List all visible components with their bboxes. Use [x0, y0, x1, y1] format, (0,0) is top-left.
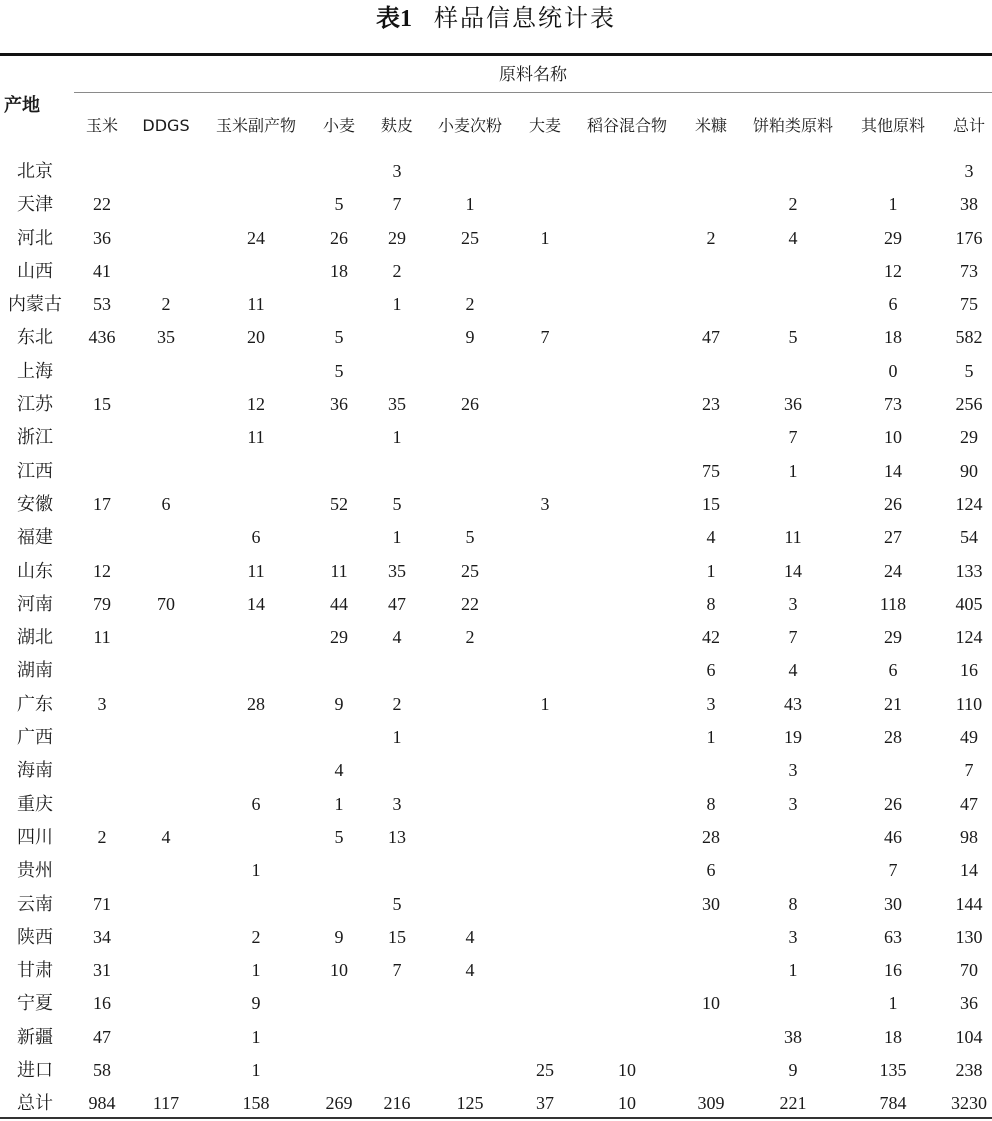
value-cell: 15 — [702, 493, 720, 514]
value-cell: 29 — [960, 427, 978, 448]
value-cell: 1 — [706, 727, 716, 748]
value-cell: 7 — [788, 427, 798, 448]
region-cell: 总计 — [17, 1093, 53, 1114]
column-headers — [0, 113, 992, 139]
value-cell: 1 — [251, 1060, 261, 1081]
value-cell: 31 — [93, 960, 111, 981]
value-cell: 1 — [251, 960, 261, 981]
column-header: 其他原料 — [860, 116, 926, 135]
value-cell: 221 — [779, 1093, 807, 1114]
region-cell: 陕西 — [17, 926, 53, 947]
value-cell: 10 — [618, 1093, 636, 1114]
value-cell: 3 — [392, 793, 402, 814]
value-cell: 58 — [93, 1060, 111, 1081]
value-cell: 3 — [706, 693, 716, 714]
value-cell: 130 — [955, 926, 983, 947]
value-cell: 42 — [702, 627, 720, 648]
region-cell: 重庆 — [17, 793, 53, 814]
value-cell: 1 — [251, 860, 261, 881]
value-cell: 2 — [465, 294, 475, 315]
value-cell: 117 — [152, 1093, 180, 1114]
column-header: 玉米副产物 — [215, 116, 297, 135]
value-cell: 29 — [388, 227, 406, 248]
value-cell: 70 — [157, 593, 175, 614]
value-cell: 38 — [784, 1026, 802, 1047]
value-cell: 4 — [465, 960, 475, 981]
value-cell: 24 — [247, 227, 265, 248]
table-row — [0, 555, 992, 588]
value-cell: 158 — [242, 1093, 270, 1114]
table-row — [0, 754, 992, 787]
value-cell: 6 — [251, 527, 261, 548]
value-cell: 22 — [461, 593, 479, 614]
value-cell: 7 — [788, 627, 798, 648]
value-cell: 15 — [93, 394, 111, 415]
value-cell: 2 — [788, 194, 798, 215]
region-cell: 广东 — [17, 693, 53, 714]
value-cell: 10 — [330, 960, 348, 981]
value-cell: 29 — [884, 227, 902, 248]
value-cell: 79 — [93, 593, 111, 614]
column-header: 小麦次粉 — [437, 116, 503, 135]
value-cell: 238 — [955, 1060, 983, 1081]
value-cell: 9 — [251, 993, 261, 1014]
region-cell: 河南 — [17, 593, 53, 614]
value-cell: 9 — [465, 327, 475, 348]
value-cell: 124 — [955, 627, 983, 648]
column-header: 稻谷混合物 — [586, 116, 668, 135]
value-cell: 1 — [888, 993, 898, 1014]
value-cell: 1 — [392, 427, 402, 448]
value-cell: 4 — [465, 926, 475, 947]
row-header-origin: 产地 — [4, 95, 40, 116]
value-cell: 90 — [960, 460, 978, 481]
column-header: 总计 — [952, 116, 986, 135]
value-cell: 1 — [334, 793, 344, 814]
value-cell: 5 — [788, 327, 798, 348]
value-cell: 3 — [788, 760, 798, 781]
value-cell: 25 — [461, 560, 479, 581]
value-cell: 29 — [884, 627, 902, 648]
value-cell: 3 — [788, 926, 798, 947]
value-cell: 30 — [702, 893, 720, 914]
value-cell: 38 — [960, 194, 978, 215]
value-cell: 2 — [392, 260, 402, 281]
region-cell: 内蒙古 — [8, 294, 62, 315]
value-cell: 110 — [955, 693, 983, 714]
value-cell: 36 — [960, 993, 978, 1014]
value-cell: 3230 — [951, 1093, 987, 1114]
table-row — [0, 1054, 992, 1087]
value-cell: 3 — [540, 493, 550, 514]
region-cell: 广西 — [17, 727, 53, 748]
value-cell: 1 — [540, 693, 550, 714]
value-cell: 7 — [392, 960, 402, 981]
table-row — [0, 488, 992, 521]
value-cell: 36 — [93, 227, 111, 248]
value-cell: 3 — [788, 593, 798, 614]
value-cell: 26 — [884, 793, 902, 814]
value-cell: 19 — [784, 727, 802, 748]
column-header: 饼粕类原料 — [752, 116, 834, 135]
value-cell: 28 — [247, 693, 265, 714]
value-cell: 4 — [334, 760, 344, 781]
value-cell: 1 — [392, 727, 402, 748]
value-cell: 47 — [702, 327, 720, 348]
value-cell: 135 — [879, 1060, 907, 1081]
value-cell: 12 — [884, 260, 902, 281]
value-cell: 12 — [247, 394, 265, 415]
value-cell: 5 — [465, 527, 475, 548]
value-cell: 7 — [888, 860, 898, 881]
value-cell: 6 — [888, 660, 898, 681]
region-cell: 贵州 — [17, 860, 53, 881]
value-cell: 13 — [388, 826, 406, 847]
value-cell: 28 — [884, 727, 902, 748]
value-cell: 144 — [955, 893, 983, 914]
value-cell: 71 — [93, 893, 111, 914]
table-row — [0, 888, 992, 921]
value-cell: 10 — [702, 993, 720, 1014]
region-cell: 宁夏 — [17, 993, 53, 1014]
value-cell: 6 — [251, 793, 261, 814]
table-row — [0, 288, 992, 321]
value-cell: 6 — [706, 660, 716, 681]
value-cell: 30 — [884, 893, 902, 914]
value-cell: 12 — [93, 560, 111, 581]
value-cell: 1 — [465, 194, 475, 215]
value-cell: 27 — [884, 527, 902, 548]
region-cell: 天津 — [17, 194, 53, 215]
value-cell: 14 — [784, 560, 802, 581]
value-cell: 0 — [888, 360, 898, 381]
value-cell: 6 — [161, 493, 171, 514]
value-cell: 14 — [247, 593, 265, 614]
value-cell: 17 — [93, 493, 111, 514]
value-cell: 784 — [879, 1093, 907, 1114]
table-row — [0, 588, 992, 621]
value-cell: 405 — [955, 593, 983, 614]
region-cell: 河北 — [17, 227, 53, 248]
region-cell: 新疆 — [17, 1026, 53, 1047]
table-row — [0, 987, 992, 1020]
value-cell: 5 — [334, 826, 344, 847]
column-header: 大麦 — [528, 116, 562, 135]
value-cell: 125 — [456, 1093, 484, 1114]
value-cell: 4 — [788, 227, 798, 248]
table-row — [0, 821, 992, 854]
value-cell: 34 — [93, 926, 111, 947]
value-cell: 11 — [93, 627, 111, 648]
region-cell: 进口 — [17, 1060, 53, 1081]
column-header: 米糠 — [694, 116, 728, 135]
value-cell: 15 — [388, 926, 406, 947]
region-cell: 甘肃 — [17, 960, 53, 981]
value-cell: 104 — [955, 1026, 983, 1047]
value-cell: 9 — [788, 1060, 798, 1081]
value-cell: 35 — [157, 327, 175, 348]
value-cell: 22 — [93, 194, 111, 215]
value-cell: 41 — [93, 260, 111, 281]
column-header: 麸皮 — [380, 116, 414, 135]
value-cell: 5 — [392, 493, 402, 514]
value-cell: 256 — [955, 394, 983, 415]
value-cell: 26 — [884, 493, 902, 514]
value-cell: 75 — [960, 294, 978, 315]
table-number: 表1 — [376, 6, 412, 32]
value-cell: 582 — [955, 327, 983, 348]
value-cell: 4 — [392, 627, 402, 648]
bottom-rule — [0, 1117, 992, 1119]
header-sub-rule — [74, 92, 992, 93]
value-cell: 1 — [788, 460, 798, 481]
value-cell: 11 — [247, 427, 265, 448]
table-title — [0, 2, 992, 36]
value-cell: 20 — [247, 327, 265, 348]
table-row — [0, 688, 992, 721]
table-row — [0, 1021, 992, 1054]
value-cell: 2 — [161, 294, 171, 315]
value-cell: 2 — [706, 227, 716, 248]
table-row — [0, 455, 992, 488]
value-cell: 5 — [334, 327, 344, 348]
value-cell: 18 — [884, 1026, 902, 1047]
value-cell: 8 — [706, 593, 716, 614]
region-cell: 江西 — [17, 460, 53, 481]
value-cell: 53 — [93, 294, 111, 315]
table-row — [0, 421, 992, 454]
value-cell: 70 — [960, 960, 978, 981]
value-cell: 44 — [330, 593, 348, 614]
value-cell: 46 — [884, 826, 902, 847]
value-cell: 47 — [388, 593, 406, 614]
value-cell: 2 — [465, 627, 475, 648]
value-cell: 1 — [540, 227, 550, 248]
total-row — [0, 1087, 992, 1120]
value-cell: 2 — [97, 826, 107, 847]
region-cell: 山东 — [17, 560, 53, 581]
value-cell: 35 — [388, 560, 406, 581]
value-cell: 47 — [960, 793, 978, 814]
value-cell: 5 — [334, 194, 344, 215]
value-cell: 11 — [330, 560, 348, 581]
value-cell: 43 — [784, 693, 802, 714]
column-header: 小麦 — [322, 116, 356, 135]
value-cell: 25 — [536, 1060, 554, 1081]
value-cell: 54 — [960, 527, 978, 548]
value-cell: 6 — [888, 294, 898, 315]
value-cell: 5 — [334, 360, 344, 381]
region-cell: 四川 — [17, 826, 53, 847]
value-cell: 9 — [334, 926, 344, 947]
value-cell: 8 — [706, 793, 716, 814]
value-cell: 3 — [788, 793, 798, 814]
value-cell: 36 — [784, 394, 802, 415]
value-cell: 309 — [697, 1093, 725, 1114]
value-cell: 5 — [964, 360, 974, 381]
value-cell: 14 — [884, 460, 902, 481]
value-cell: 2 — [251, 926, 261, 947]
table-row — [0, 788, 992, 821]
value-cell: 23 — [702, 394, 720, 415]
value-cell: 18 — [884, 327, 902, 348]
top-rule — [0, 53, 992, 56]
table-row — [0, 355, 992, 388]
value-cell: 2 — [392, 693, 402, 714]
value-cell: 8 — [788, 893, 798, 914]
column-header: DDGS — [142, 116, 190, 135]
value-cell: 21 — [884, 693, 902, 714]
value-cell: 216 — [383, 1093, 411, 1114]
table-row — [0, 388, 992, 421]
region-cell: 东北 — [17, 327, 53, 348]
table-row — [0, 654, 992, 687]
value-cell: 7 — [392, 194, 402, 215]
value-cell: 35 — [388, 394, 406, 415]
region-cell: 福建 — [17, 527, 53, 548]
value-cell: 7 — [540, 327, 550, 348]
region-cell: 山西 — [17, 260, 53, 281]
value-cell: 4 — [788, 660, 798, 681]
value-cell: 1 — [392, 527, 402, 548]
value-cell: 1 — [251, 1026, 261, 1047]
value-cell: 4 — [161, 826, 171, 847]
table-row — [0, 721, 992, 754]
value-cell: 16 — [884, 960, 902, 981]
value-cell: 11 — [247, 294, 265, 315]
table-row — [0, 621, 992, 654]
value-cell: 176 — [955, 227, 983, 248]
table-row — [0, 155, 992, 188]
value-cell: 63 — [884, 926, 902, 947]
region-cell: 海南 — [17, 760, 53, 781]
value-cell: 26 — [330, 227, 348, 248]
table-row — [0, 321, 992, 354]
table-row — [0, 854, 992, 887]
table-caption: 样品信息统计表 — [434, 6, 616, 32]
value-cell: 75 — [702, 460, 720, 481]
value-cell: 52 — [330, 493, 348, 514]
table-row — [0, 255, 992, 288]
value-cell: 10 — [618, 1060, 636, 1081]
value-cell: 1 — [888, 194, 898, 215]
value-cell: 3 — [97, 693, 107, 714]
value-cell: 984 — [88, 1093, 116, 1114]
table-row — [0, 521, 992, 554]
value-cell: 7 — [964, 760, 974, 781]
value-cell: 73 — [960, 260, 978, 281]
region-cell: 浙江 — [17, 427, 53, 448]
region-cell: 云南 — [17, 893, 53, 914]
value-cell: 49 — [960, 727, 978, 748]
value-cell: 269 — [325, 1093, 353, 1114]
value-cell: 11 — [784, 527, 802, 548]
value-cell: 3 — [964, 161, 974, 181]
region-cell: 上海 — [17, 360, 53, 381]
value-cell: 118 — [879, 593, 907, 614]
region-cell: 北京 — [17, 161, 53, 181]
value-cell: 5 — [392, 893, 402, 914]
value-cell: 4 — [706, 527, 716, 548]
value-cell: 3 — [392, 161, 402, 181]
value-cell: 9 — [334, 693, 344, 714]
table-row — [0, 954, 992, 987]
value-cell: 24 — [884, 560, 902, 581]
value-cell: 36 — [330, 394, 348, 415]
value-cell: 1 — [392, 294, 402, 315]
value-cell: 18 — [330, 260, 348, 281]
value-cell: 16 — [93, 993, 111, 1014]
value-cell: 37 — [536, 1093, 554, 1114]
value-cell: 11 — [247, 560, 265, 581]
value-cell: 47 — [93, 1026, 111, 1047]
value-cell: 1 — [706, 560, 716, 581]
column-header: 玉米 — [85, 116, 119, 135]
table-body — [0, 155, 992, 1121]
value-cell: 98 — [960, 826, 978, 847]
value-cell: 6 — [706, 860, 716, 881]
value-cell: 1 — [788, 960, 798, 981]
region-cell: 江苏 — [17, 394, 53, 415]
region-cell: 湖北 — [17, 627, 53, 648]
column-group-header: 原料名称 — [499, 65, 567, 85]
table-row — [0, 222, 992, 255]
value-cell: 29 — [330, 627, 348, 648]
value-cell: 16 — [960, 660, 978, 681]
value-cell: 133 — [955, 560, 983, 581]
value-cell: 10 — [884, 427, 902, 448]
value-cell: 28 — [702, 826, 720, 847]
value-cell: 26 — [461, 394, 479, 415]
value-cell: 14 — [960, 860, 978, 881]
table-row — [0, 188, 992, 221]
region-cell: 安徽 — [17, 493, 53, 514]
value-cell: 124 — [955, 493, 983, 514]
value-cell: 73 — [884, 394, 902, 415]
value-cell: 25 — [461, 227, 479, 248]
region-cell: 湖南 — [17, 660, 53, 681]
value-cell: 436 — [88, 327, 116, 348]
table-row — [0, 921, 992, 954]
